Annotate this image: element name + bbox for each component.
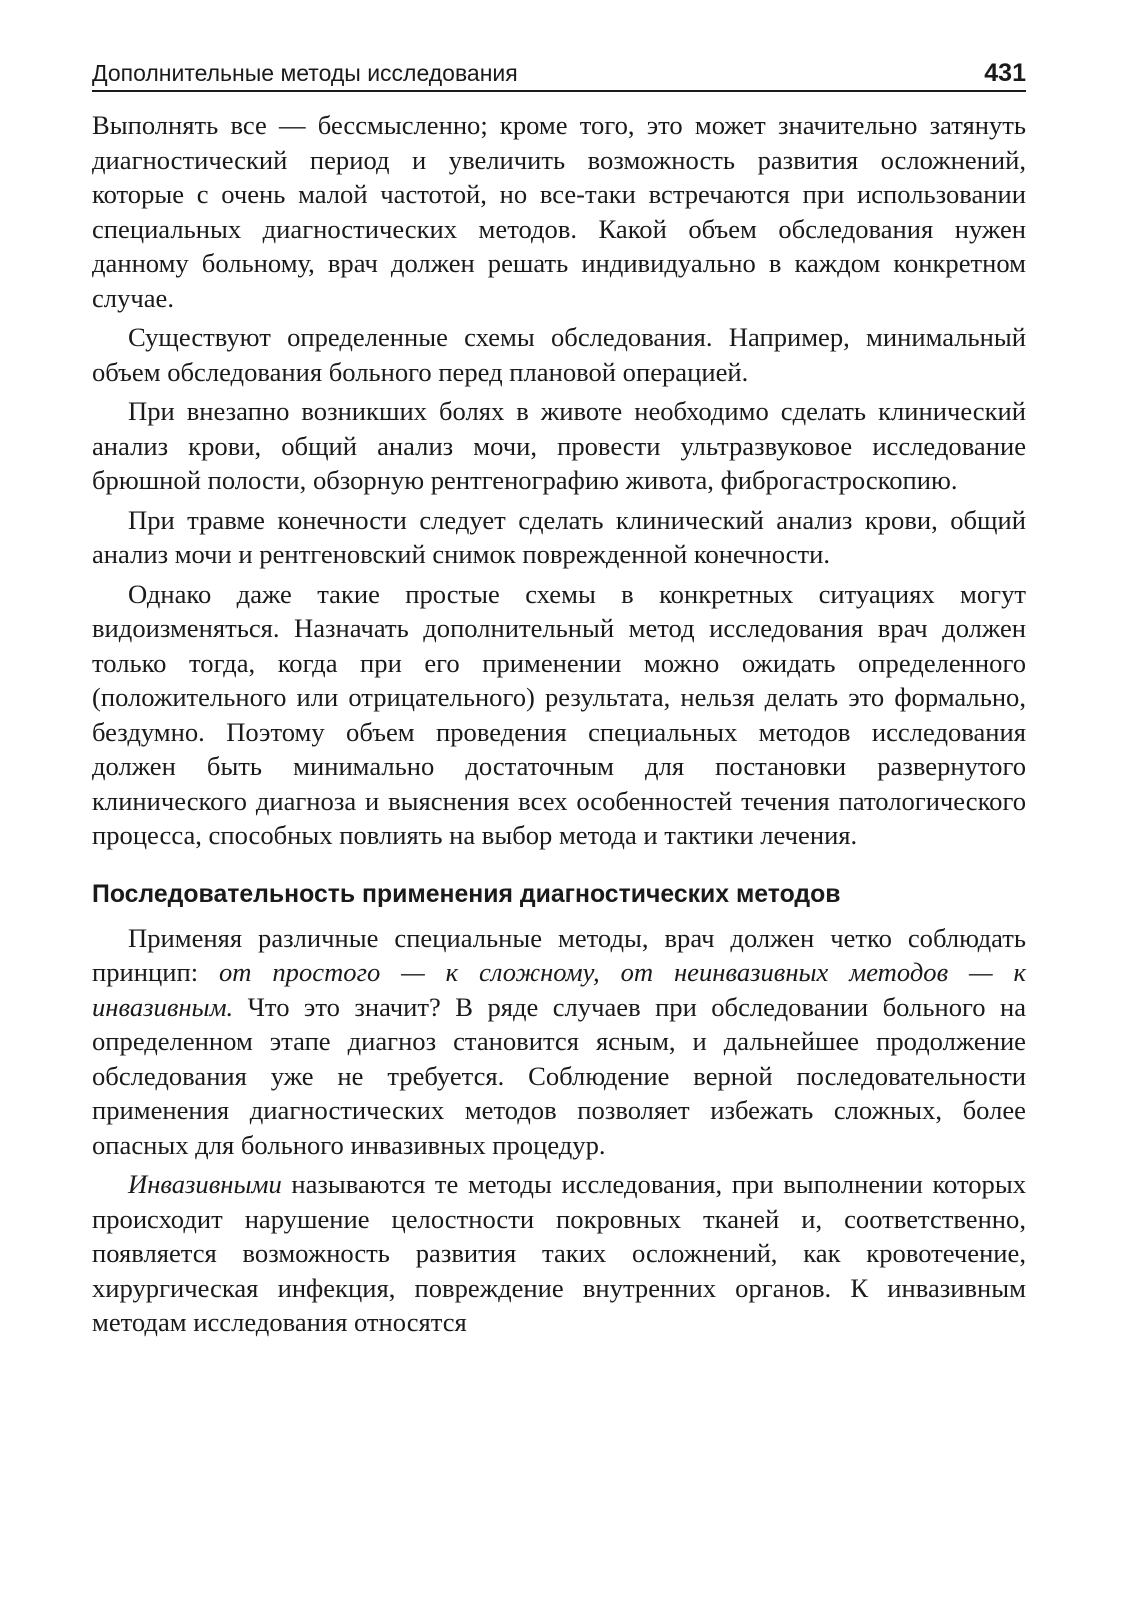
paragraph — [92, 921, 1026, 1163]
paragraph: Выполнять все — бессмысленно; кроме того, это может значительно затянуть диагностический период и увеличить возможность развития осложнений, которые с очень малой частотой, но все-таки встречаются при использовании специальных диагностических методов. Какой объем обследования нужен данному больному, врач должен решать индивидуально в каждом конкретном случае. — [92, 110, 1026, 313]
paragraph-text: Что это значит? В ряде случаев при обследовании больного на определенном этапе диагноз становится ясным, и дальнейшее продолжение обследования уже не требуется. Соблюдение верной последовательности применения диагностических методов позволяет избежать сложных, более опасных для больного инвазивных процедур. — [92, 991, 1026, 1160]
emphasized-principle: от простого — к сложному, от неинвазивных методов — к инвазивным. — [92, 957, 1026, 1022]
emphasized-term: Инвазивными — [128, 1169, 282, 1199]
page-body — [92, 108, 1026, 1340]
page-number: 431 — [984, 59, 1026, 87]
running-title: Дополнительные методы исследования — [92, 60, 518, 86]
paragraph: Однако даже такие простые схемы в конкретных ситуациях могут видоизменяться. Назначать дополнительный метод исследования врач должен только тогда, когда при его применении можно ожидать определенного (положительного или отрицательного) результата, нельзя делать это формально, бездумно. Поэтому объем проведения специальных методов исследования должен быть минимально достаточным для постановки развернутого клинического диагноза и выяснения всех особенностей течения патологического процесса, способных повлиять на выбор метода и тактики лечения. — [92, 578, 1026, 850]
section-heading: Последовательность применения диагностических методов — [92, 880, 841, 908]
paragraph: Существуют определенные схемы обследования. Например, минимальный объем обследования больного перед плановой операцией. — [92, 322, 1026, 387]
paragraph: При внезапно возникших болях в животе необходимо сделать клинический анализ крови, общий анализ мочи, провести ультразвуковое исследование брюшной полости, обзорную рентгенографию живота, фиброгастроскопию. — [92, 396, 1026, 495]
paragraph-text: Применяя различные специальные методы, врач должен четко соблюдать принцип: — [92, 922, 1026, 987]
paragraph — [92, 1167, 1026, 1340]
book-page — [92, 58, 1026, 1345]
running-header — [92, 58, 1026, 92]
paragraph: При травме конечности следует сделать клинический анализ крови, общий анализ мочи и рентгеновский снимок поврежденной конечности. — [92, 504, 1026, 569]
paragraph-text: называются те методы исследования, при выполнении которых происходит нарушение целостности покровных тканей и, соответственно, появляется возможность развития таких осложнений, как кровотечение, хирургическая инфекция, повреждение внутренних органов. К инвазивным методам исследования относятся — [92, 1169, 1026, 1337]
